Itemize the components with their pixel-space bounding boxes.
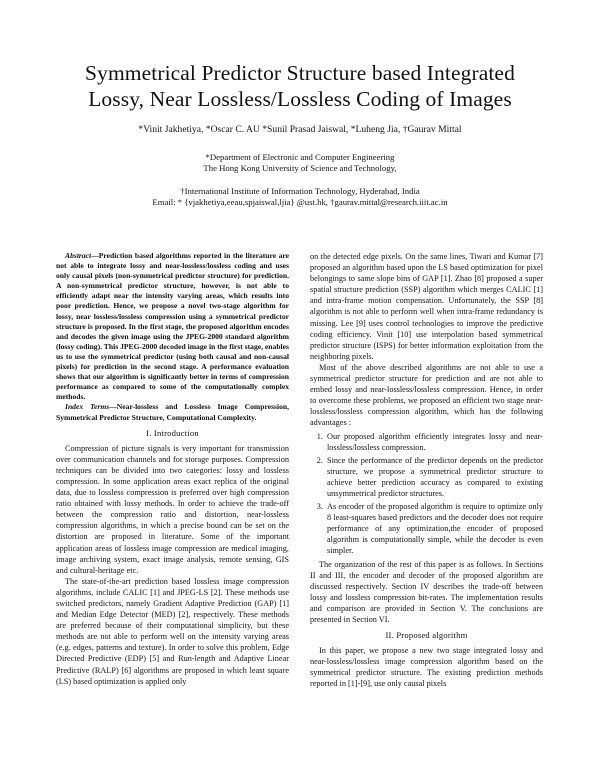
affiliation-2 bbox=[40, 186, 560, 208]
title-line-1: Symmetrical Predictor Structure based Integrated bbox=[85, 61, 515, 85]
right-column bbox=[310, 251, 543, 690]
advantages-list bbox=[310, 431, 543, 557]
right-paragraph-2: Most of the above described algorithms are not able to use a symmetrical predictor structure for prediction and are not able to embed lossy and near-lossless/lossless compression. Hence, in order to overcome these problems, we proposed an efficient two stage near-lossless/lossless compression algorithm, which has the following advantages : bbox=[310, 362, 543, 428]
advantage-item: 2. Since the performance of the predictor depends on the predictor structure, we propose a symmetrical predictor structure to achieve better prediction accuracy as compared to existing unsymmetrical predictor structures. bbox=[325, 455, 543, 499]
intro-paragraph-1: Compression of picture signals is very important for transmission over communication channels and for storage purposes. Compression techniques can be divided into two categories: lossy and lossless compression. In some application areas exact replica of the original data, due to lossless compression is preferred over high compression ratio obtained with lossy methods. In order to achieve the trade-off between the compression ratio and distortion, near-lossless compression algorithms, in which a precise bound can be set on the distortion are proposed in literature. Some of the important application areas of lossless image compression are medical imaging, image archiving system, exact image analysis, remote sensing, GIS and cultural-heritage etc. bbox=[56, 443, 289, 575]
section-heading-introduction: I. Introduction bbox=[146, 427, 199, 438]
advantage-item: 1. Our proposed algorithm efficiently integrates lossy and near-lossless/lossless compression. bbox=[325, 431, 543, 453]
abstract-label: Abstract bbox=[65, 251, 92, 260]
intro-paragraph-2: The state-of-the-art prediction based lossless image compression algorithms, include CALIC [1] and JPEG-LS [2]. These methods use switched predictors, namely Gradient Adaptive Prediction (GAP) [1] and Median Edge Detector (MED) [2], respectively. These methods are preferred because of their computational simplicity, but these methods are not able to perform well on the intensity varying areas (e.g. edges, patterns and texture). In order to solve this problem, Edge Directed Predictive (EDP) [5] and Run-length and Adaptive Linear Predictive (RALP) [6] algorithms are proposed in which least square (LS) based optimization is applied only bbox=[56, 576, 289, 686]
paper-title bbox=[40, 60, 560, 112]
section2-paragraph-1: In this paper, we propose a new two stage integrated lossy and near-lossless/lossless image compression algorithm based on the symmetrical predictor structure. The existing prediction methods reported in [1]-[9], use only causal pixels bbox=[310, 646, 543, 689]
right-paragraph-3: The organization of the rest of this paper is as follows. In Sections II and III, the encoder and decoder of the proposed algorithm are discussed respectively. Section IV describes the trade-off between lossy and lossless compression bit-rates. The implementation results and comparison are provided in Section V. The conclusions are presented in Section VI. bbox=[310, 559, 543, 624]
affiliation-1-line-2: The Hong Kong University of Science and Technology, bbox=[203, 163, 397, 173]
right-paragraph-1: on the detected edge pixels. On the same lines, Tiwari and Kumar [7] proposed an algorithm based upon the LS based optimization for pixel belongings to same slope bins of GAP [1]. Zhao [8] proposed a super spatial structure prediction (SSP) algorithm which merges CALIC [1] and intra-frame motion compensation. Unfortunately, the SSP [8] algorithm is not able to perform well when intra-frame redundancy is missing. Lee [9] uses control technologies to improve the predictive coding efficiency. Vinit [10] use interpolation based symmetrical predictor structure (ISPS) for better information exploitation from the neighboring pixels. bbox=[310, 252, 543, 361]
section-heading-proposed-algorithm: II. Proposed algorithm bbox=[385, 630, 468, 641]
abstract-text: —Prediction based algorithms reported in the literature are not able to integrate lossy and near-lossless/lossless coding and uses only causal pixels (non-symmetrical predictor structure) for prediction. A non-symmetrical predictor structure, however, is not able to efficiently adapt near the intensity varying areas, which results into poor prediction. Hence, we propose a novel two-stage algorithm for lossy, near lossless/lossless compression using a symmetrical predictor structure is proposed. In the first stage, the proposed algorithm encodes and decodes the given image using the JPEG-2000 standard algorithm (lossy coding). This JPEG-2000 decoded image in the first stage, enables us to use the symmetrical predictor (using both causal and non-causal pixels) for prediction in the second stage. A performance evaluation shows that our algorithm is significantly better in terms of compression performance as compared to some of the computationally complex methods. bbox=[56, 251, 289, 402]
email-line: Email: * {vjakhetiya,eeau,spjaiswal,ljia} @ust.hk, †gaurav.mittal@research.iiit.ac.in bbox=[152, 197, 448, 207]
index-terms-label: Index Terms bbox=[65, 402, 110, 412]
index-terms bbox=[56, 402, 289, 422]
affiliation-1 bbox=[40, 152, 560, 174]
left-column bbox=[56, 251, 289, 687]
affiliation-1-line-1: *Department of Electronic and Computer Engineering bbox=[205, 152, 395, 162]
title-line-2: Lossy, Near Lossless/Lossless Coding of Images bbox=[88, 87, 512, 111]
affiliation-2-line-1: †International Institute of Information Technology, Hyderabad, India bbox=[180, 186, 420, 196]
author-list: *Vinit Jakhetiya, *Oscar C. AU *Sunil Prasad Jaiswal, *Luheng Jia, †Gaurav Mittal bbox=[138, 124, 462, 135]
advantage-item: 3. As encoder of the proposed algorithm is require to optimize only 8 least-squares based predictors and the decoder does not require performance of any optimization,the encoder of proposed algorithm is computationally simple, while the decoder is even simpler. bbox=[325, 501, 543, 556]
index-terms-text: —Near-lossless and Lossless Image Compression, Symmetrical Predictor Structure, Computational Complexity. bbox=[56, 402, 290, 422]
abstract bbox=[56, 251, 289, 402]
